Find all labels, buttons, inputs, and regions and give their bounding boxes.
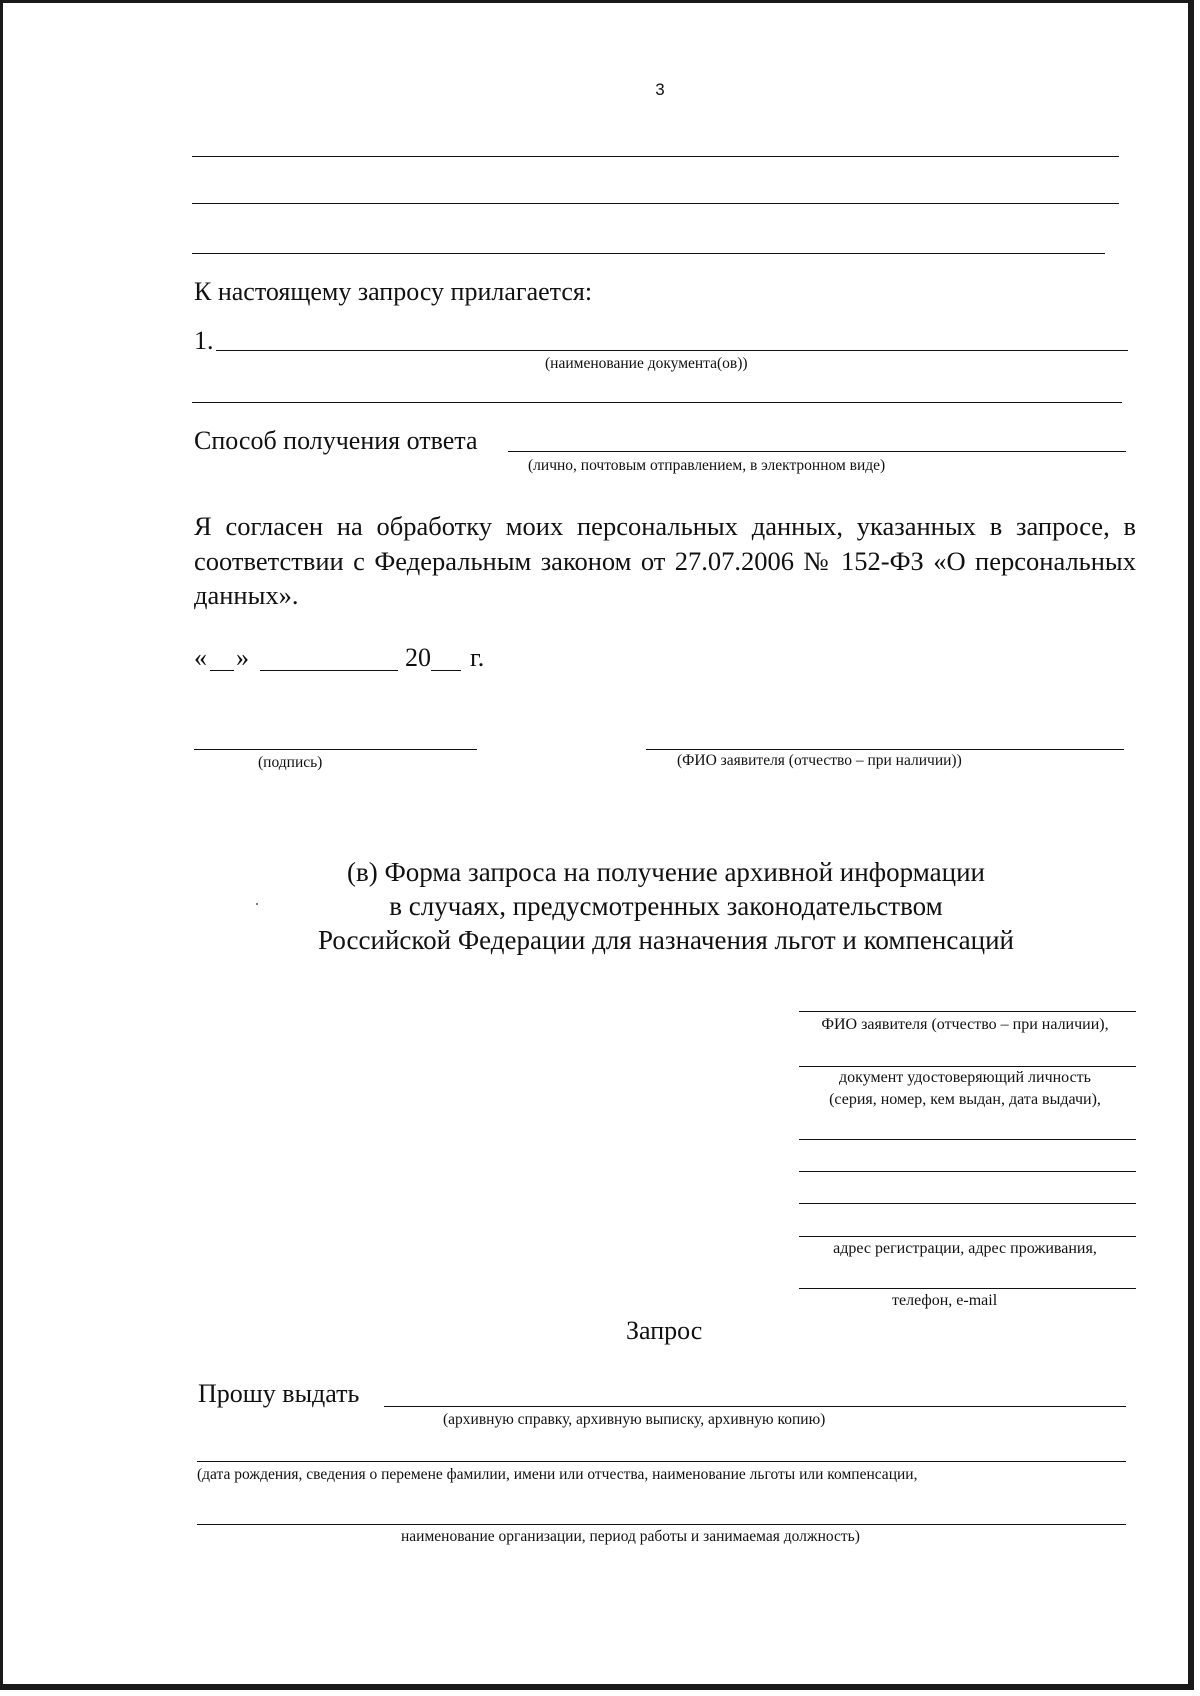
consent-text: Я согласен на обработку моих персональных данных, указанных в запросе, в соответствии с Федеральным законом от 27.07.2006 № 152-ФЗ «О персональных данных». <box>194 511 1136 610</box>
contact-caption: телефон, e-mail <box>892 1292 998 1309</box>
id-document-line[interactable] <box>799 1066 1136 1067</box>
contact-line[interactable] <box>799 1288 1136 1289</box>
details-caption-2: наименование организации, период работы и занимаемая должность) <box>401 1528 860 1545</box>
date-month-field[interactable] <box>260 670 398 671</box>
form-title-line-2: в случаях, предусмотренных законодательством <box>389 891 943 921</box>
blank-line-1[interactable] <box>192 156 1119 157</box>
request-label: Прошу выдать <box>198 1379 360 1408</box>
request-field[interactable] <box>384 1406 1126 1407</box>
blank-line-3[interactable] <box>192 253 1105 254</box>
address-line-1[interactable] <box>799 1139 1136 1140</box>
date-close-quote: » <box>236 643 249 672</box>
blank-line-2[interactable] <box>192 203 1119 204</box>
details-line-1[interactable] <box>197 1461 1126 1462</box>
scan-speck <box>256 903 258 905</box>
applicant-name-caption: (ФИО заявителя (отчество – при наличии)) <box>677 752 962 769</box>
form-title-line-3: Российской Федерации для назначения льгот и компенсаций <box>318 925 1014 955</box>
response-method-label: Способ получения ответа <box>194 426 478 455</box>
date-year-suffix: г. <box>470 643 485 672</box>
applicant-name-block-caption: ФИО заявителя (отчество – при наличии), <box>821 1016 1109 1033</box>
address-line-2[interactable] <box>799 1171 1136 1172</box>
details-line-2[interactable] <box>197 1524 1126 1525</box>
applicant-name-line[interactable] <box>799 1011 1136 1012</box>
applicant-name-field[interactable] <box>646 749 1124 750</box>
attachment-line-1[interactable] <box>216 350 1128 351</box>
attachment-item-number: 1. <box>194 326 214 355</box>
address-line-3[interactable] <box>799 1203 1136 1204</box>
signature-caption: (подпись) <box>258 754 323 771</box>
id-document-caption-2: (серия, номер, кем выдан, дата выдачи), <box>829 1091 1101 1108</box>
attachment-caption: (наименование документа(ов)) <box>545 355 748 372</box>
page-number: 3 <box>655 80 665 99</box>
response-method-field[interactable] <box>508 451 1126 452</box>
date-year-prefix: 20 <box>405 643 431 672</box>
attached-heading: К настоящему запросу прилагается: <box>194 277 593 306</box>
attachment-line-2[interactable] <box>192 402 1122 403</box>
details-caption-1: (дата рождения, сведения о перемене фамилии, имени или отчества, наименование льготы или компенсации, <box>197 1466 918 1483</box>
form-title <box>250 855 1082 957</box>
request-heading: Запрос <box>626 1316 703 1345</box>
address-caption: адрес регистрации, адрес проживания, <box>833 1240 1097 1257</box>
date-open-quote: « <box>194 643 207 672</box>
form-title-line-1: (в) Форма запроса на получение архивной информации <box>347 857 985 887</box>
date-day-field[interactable] <box>210 670 234 671</box>
address-line-4[interactable] <box>799 1236 1136 1237</box>
response-method-caption: (лично, почтовым отправлением, в электронном виде) <box>528 457 886 474</box>
date-year-field[interactable] <box>431 670 461 671</box>
signature-field[interactable] <box>194 749 477 750</box>
request-caption: (архивную справку, архивную выписку, архивную копию) <box>443 1411 826 1428</box>
id-document-caption-1: документ удостоверяющий личность <box>839 1069 1091 1086</box>
